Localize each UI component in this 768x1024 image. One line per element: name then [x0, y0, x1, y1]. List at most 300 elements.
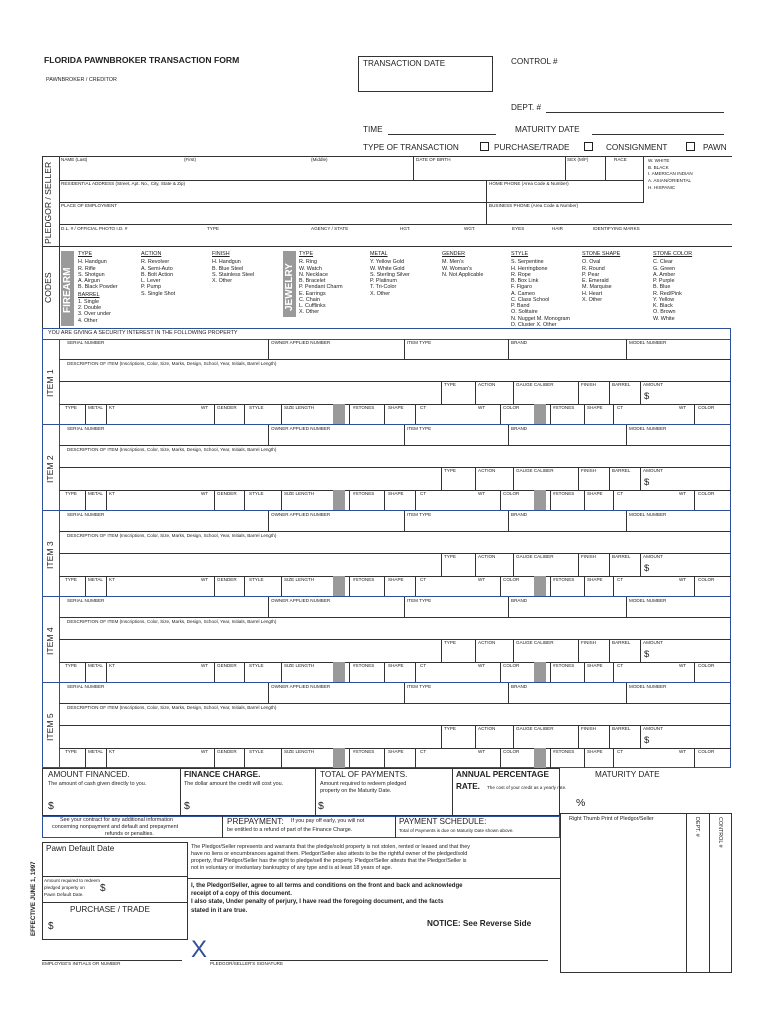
jewelry-bar [283, 251, 296, 317]
code-item: N. Necklace [299, 271, 329, 278]
action-codes [141, 251, 175, 297]
residential-address-label: RESIDENTIAL ADDRESS (Street, Apt. No., City, State & Zip) [61, 181, 186, 186]
jewelry-weight-label: WT [201, 663, 209, 668]
stone-color-tag [534, 748, 546, 768]
weight-label: WT [478, 749, 486, 754]
color-label: COLOR [503, 663, 520, 668]
item-label: ITEM 2 [45, 455, 55, 483]
item-label: ITEM 1 [45, 369, 55, 397]
consignment-checkbox[interactable] [584, 142, 593, 151]
color-label: COLOR [698, 491, 715, 496]
stone-color-tag [534, 490, 546, 510]
code-item: A. Cameo [511, 290, 535, 297]
gauge-caliber-label: GAUGE CALIBER [516, 640, 554, 645]
total-payments-desc-1: Amount required to redeem pledged [320, 781, 407, 787]
brand-label: BRAND [511, 512, 528, 517]
item-label: ITEM 3 [45, 541, 55, 569]
amount-required-2: pledged property on [44, 885, 85, 890]
code-item: M. Marquise [582, 284, 612, 291]
code-item: W. White [653, 315, 675, 322]
transaction-date-label: TRANSACTION DATE [363, 59, 446, 68]
code-item: B. Bolt Action [141, 271, 174, 278]
color-label: COLOR [503, 491, 520, 496]
business-phone-label: BUSINESS PHONE (Area Code & Number) [489, 203, 579, 208]
code-title: METAL [370, 251, 388, 257]
amount-financed-desc: The amount of cash given directly to you. [48, 781, 147, 787]
race-codes [648, 158, 693, 191]
pawnbroker-label: PAWNBROKER / CREDITOR [46, 77, 117, 83]
code-item: H. Heart [582, 290, 603, 297]
jewelry-metal-label: METAL [88, 491, 103, 496]
weight-label: WT [478, 577, 486, 582]
pawn-default-label: Pawn Default Date [46, 844, 115, 853]
weight-label: WGT. [464, 226, 476, 231]
jewelry-metal-label: METAL [88, 577, 103, 582]
eyes-label: EYES [512, 226, 525, 231]
stone-shape-label: SHAPE [388, 491, 404, 496]
purchase-label: PURCHASE/TRADE [494, 143, 570, 152]
amount-label: AMOUNT [643, 640, 663, 645]
agreement-line: receipt of a copy of this document. [191, 890, 292, 898]
code-item: S. Single Shot [141, 290, 176, 297]
firearm-finish-label: FINISH [581, 554, 597, 559]
jewelry-style-label: STYLE [249, 491, 264, 496]
apr-desc: The cost of your credit as a yearly rate. [487, 785, 567, 790]
jewelry-style-label: STYLE [249, 749, 264, 754]
carat-label: CT [617, 577, 624, 582]
code-item: 3. Over under [78, 311, 111, 318]
amount-label: AMOUNT [643, 382, 663, 387]
firearm-type-codes [78, 251, 118, 324]
stones-count-label: #STONES [353, 577, 375, 582]
owner-applied-number-label: OWNER APPLIED NUMBER [271, 340, 331, 345]
jewelry-label: JEWELRY [284, 263, 295, 311]
stone-shape-label: SHAPE [587, 749, 603, 754]
code-item: R. Ring [299, 259, 317, 266]
jewelry-kt-label: KT [109, 491, 115, 496]
agreement-line: I also state, Under penalty of perjury, I have read the foregoing document, and the facts [191, 898, 444, 906]
security-interest-label: YOU ARE GIVING A SECURITY INTEREST IN THE FOLLOWING PROPERTY [48, 330, 238, 336]
name-last-label: NAME (Last) [61, 157, 88, 162]
stone-color-tag [534, 662, 546, 682]
stone-shape-label: SHAPE [388, 749, 404, 754]
finance-charge-label: FINANCE CHARGE. [184, 770, 261, 779]
code-item: M. Men's [442, 259, 464, 266]
code-item: W. Watch [299, 265, 322, 272]
maturity-date-line[interactable] [592, 134, 724, 135]
weight-label: WT [679, 405, 687, 410]
jewelry-style-label: STYLE [249, 405, 264, 410]
total-payments-dollar[interactable]: $ [318, 800, 324, 812]
code-title: GENDER [442, 251, 466, 257]
stone-shape-codes [582, 251, 620, 303]
item-type-label: ITEM TYPE [407, 426, 432, 431]
color-label: COLOR [698, 405, 715, 410]
code-item: S. Sterling Silver [370, 271, 410, 278]
code-item: B. Box Link [511, 278, 539, 285]
stone-color-tag [333, 490, 345, 510]
stone-color-tag [534, 404, 546, 424]
amount-dollar[interactable]: $ [644, 391, 650, 402]
firearm-barrel-label: BARREL [612, 726, 631, 731]
see-contract-1: See your contract for any additional information [60, 817, 173, 823]
pawn-default-box [42, 842, 188, 940]
agreement-line: stated in it are true. [191, 906, 248, 914]
style-codes [511, 251, 570, 328]
code-item: 1. Single [78, 298, 99, 305]
amount-label: AMOUNT [643, 468, 663, 473]
agreement-text [191, 882, 463, 915]
jewelry-weight-label: WT [201, 491, 209, 496]
brand-label: BRAND [511, 426, 528, 431]
finance-charge-desc: The dollar amount the credit will cost you. [184, 781, 284, 787]
thumb-print-box[interactable] [560, 813, 732, 973]
id-type-label: TYPE [207, 226, 219, 231]
stone-color-tag [333, 748, 345, 768]
color-label: COLOR [503, 577, 520, 582]
firearm-type-label: TYPE [444, 726, 456, 731]
total-payments-label: TOTAL OF PAYMENTS. [320, 770, 408, 779]
code-item: B. Blue Steel [212, 265, 244, 272]
amount-financed-dollar[interactable]: $ [48, 800, 54, 812]
weight-label: WT [478, 663, 486, 668]
type-of-transaction-label: TYPE OF TRANSACTION [363, 143, 459, 152]
items-section [42, 328, 731, 768]
weight-label: WT [478, 405, 486, 410]
pawn-checkbox[interactable] [686, 142, 695, 151]
code-title: STYLE [511, 251, 529, 257]
amount-required-3: Pawn Default Date. [44, 892, 84, 897]
code-item: H. Herringbone [511, 265, 548, 272]
home-phone-label: HOME PHONE (Area Code & Number) [489, 181, 569, 186]
firearm-type-label: TYPE [444, 554, 456, 559]
weight-label: WT [679, 577, 687, 582]
jewelry-style-label: STYLE [249, 577, 264, 582]
size-length-label: SIZE LENGTH [284, 405, 315, 410]
jewelry-gender-label: GENDER [217, 663, 237, 668]
owner-applied-number-label: OWNER APPLIED NUMBER [271, 512, 331, 517]
stone-shape-label: SHAPE [388, 663, 404, 668]
item-type-label: ITEM TYPE [407, 340, 432, 345]
code-item: S. Shotgun [78, 271, 105, 278]
code-item: L. Lever [141, 278, 161, 285]
finish-codes [212, 251, 254, 284]
dept-line[interactable] [546, 112, 724, 113]
code-item: P. Pear [582, 271, 600, 278]
weight-label: WT [679, 663, 687, 668]
stones-count-label: #STONES [353, 405, 375, 410]
stone-color-tag [333, 662, 345, 682]
stone-color-tag [333, 576, 345, 596]
model-number-label: MODEL NUMBER [629, 598, 667, 603]
amount-dollar[interactable]: $ [644, 649, 650, 660]
race-code: W. WHITE [648, 158, 670, 163]
code-item: N. Not Applicable [442, 271, 484, 278]
stones-count-label: #STONES [553, 491, 575, 496]
jewelry-kt-label: KT [109, 663, 115, 668]
dl-label: D.L. # / OFFICIAL PHOTO I.D. # [61, 226, 128, 231]
model-number-label: MODEL NUMBER [629, 340, 667, 345]
code-item: G. Green [653, 265, 676, 272]
code-item: O. Brown [653, 309, 676, 316]
carat-label: CT [617, 663, 624, 668]
code-item: X. Other [212, 278, 233, 285]
code-item: O. Solitaire [511, 309, 538, 316]
firearm-type-label: TYPE [444, 640, 456, 645]
race-code: H. HISPANIC [648, 184, 676, 190]
weight-label: WT [478, 491, 486, 496]
finance-charge-dollar[interactable]: $ [184, 800, 190, 812]
brand-label: BRAND [511, 684, 528, 689]
brand-label: BRAND [511, 340, 528, 345]
code-item: S. Stainless Steel [212, 271, 255, 278]
amount-label: AMOUNT [643, 726, 663, 731]
firearm-barrel-label: BARREL [612, 640, 631, 645]
prepayment-desc-2: be entitled to a refund of part of the Finance Charge. [227, 827, 353, 833]
prepayment-label: PREPAYMENT: [227, 817, 284, 826]
code-item: P. Pump [141, 284, 161, 291]
firearm-type-label: TYPE [444, 382, 456, 387]
carat-label: CT [420, 577, 427, 582]
color-label: COLOR [503, 405, 520, 410]
code-title: STONE COLOR [653, 251, 693, 257]
jewelry-weight-label: WT [201, 405, 209, 410]
jewelry-gender-label: GENDER [217, 405, 237, 410]
jewelry-type-codes [299, 251, 343, 316]
control-label: CONTROL # [511, 57, 558, 66]
code-item: E. Emerald [582, 278, 609, 285]
stone-shape-label: SHAPE [587, 663, 603, 668]
stone-color-codes [653, 251, 692, 322]
jewelry-type-label: TYPE [65, 663, 77, 668]
jewelry-type-label: TYPE [65, 577, 77, 582]
total-payments-desc-2: property on the Maturity Date. [320, 788, 392, 794]
jewelry-gender-label: GENDER [217, 491, 237, 496]
maturity-date-label: MATURITY DATE [515, 125, 580, 134]
statement-line: not in voluntary or involuntary bankruptcy of any type and is at least 18 years of age. [191, 865, 393, 872]
time-line[interactable] [388, 134, 496, 135]
height-label: HGT. [400, 226, 411, 231]
stones-count-label: #STONES [553, 663, 575, 668]
owner-applied-number-label: OWNER APPLIED NUMBER [271, 684, 331, 689]
maturity-date-label-2: MATURITY DATE [595, 770, 660, 779]
amount-dollar[interactable]: $ [644, 735, 650, 746]
stones-count-label: #STONES [553, 405, 575, 410]
code-item: H. Handgun [212, 259, 241, 266]
item-type-label: ITEM TYPE [407, 512, 432, 517]
firearm-action-label: ACTION [478, 468, 496, 473]
code-item: Y. Yellow [653, 296, 675, 303]
size-length-label: SIZE LENGTH [284, 577, 315, 582]
code-item: L. Cufflinks [299, 303, 326, 310]
transaction-date-field[interactable] [358, 56, 493, 92]
purchase-trade-dollar[interactable]: $ [48, 921, 54, 932]
identifying-marks-label: IDENTIFYING MARKS [593, 226, 640, 231]
code-item: N. Nugget M. Monogram [511, 315, 571, 322]
stones-count-label: #STONES [353, 749, 375, 754]
code-title: TYPE [299, 251, 314, 257]
owner-applied-number-label: OWNER APPLIED NUMBER [271, 426, 331, 431]
code-item: C. Class School [511, 296, 550, 303]
codes-section-label: CODES [43, 272, 53, 303]
race-code: I. AMERICAN INDIAN [648, 171, 693, 177]
amount-dollar[interactable]: $ [644, 477, 650, 488]
name-middle-label: (Middle) [311, 157, 328, 162]
gender-codes [442, 251, 483, 278]
code-item: F. Figaro [511, 284, 532, 291]
jewelry-weight-label: WT [201, 577, 209, 582]
amount-dollar[interactable]: $ [644, 563, 650, 574]
jewelry-metal-label: METAL [88, 663, 103, 668]
code-item: B. Blue [653, 284, 671, 291]
signature-label: PLEDGOR/SELLER'S SIGNATURE [210, 961, 284, 966]
jewelry-metal-label: METAL [88, 405, 103, 410]
code-item: P. Pendant Charm [299, 284, 343, 291]
serial-number-label: SERIAL NUMBER [67, 426, 105, 431]
brand-label: BRAND [511, 598, 528, 603]
carat-label: CT [420, 491, 427, 496]
pledgor-statement [191, 844, 470, 872]
payment-schedule-label: PAYMENT SCHEDULE: [399, 817, 487, 826]
statement-line: property, that Pledgor/Seller has the right to pledge/sell the property. Pledgor/Seller attests that the Pledgor/Seller is [191, 858, 467, 865]
carat-label: CT [420, 405, 427, 410]
code-item: P. Platinum [370, 278, 397, 285]
firearm-label: FIREARM [62, 267, 73, 313]
owner-applied-number-label: OWNER APPLIED NUMBER [271, 598, 331, 603]
control-vertical-label: CONTROL # [717, 817, 723, 848]
stone-shape-label: SHAPE [388, 405, 404, 410]
jewelry-gender-label: GENDER [217, 749, 237, 754]
notice-label: NOTICE: See Reverse Side [427, 919, 532, 928]
firearm-barrel-label: BARREL [612, 382, 631, 387]
description-label: DESCRIPTION OF ITEM (Inscriptions, Color, Size, Marks, Design, School, Year, Initials, Barrel Length) [67, 705, 277, 710]
stone-color-tag [333, 404, 345, 424]
firearm-finish-label: FINISH [581, 726, 597, 731]
code-item: A. Amber [653, 271, 676, 278]
firearm-finish-label: FINISH [581, 382, 597, 387]
form-title: FLORIDA PAWNBROKER TRANSACTION FORM [44, 55, 240, 65]
color-label: COLOR [698, 577, 715, 582]
model-number-label: MODEL NUMBER [629, 684, 667, 689]
serial-number-label: SERIAL NUMBER [67, 340, 105, 345]
apr-label: ANNUAL PERCENTAGE [456, 770, 549, 779]
pledgor-section-label: PLEDGOR / SELLER [43, 161, 53, 244]
amount-financed-label: AMOUNT FINANCED. [48, 770, 130, 779]
time-label: TIME [363, 125, 383, 134]
item-type-label: ITEM TYPE [407, 598, 432, 603]
code-item: B. Bracelet [299, 278, 326, 285]
code-item: X. Other [582, 296, 603, 303]
code-item: A. Semi-Auto [141, 265, 173, 272]
apr-percent[interactable]: % [576, 797, 586, 809]
race-label: RACE [614, 157, 627, 162]
hair-label: HAIR [552, 226, 563, 231]
item-label: ITEM 5 [45, 713, 55, 741]
firearm-barrel-label: BARREL [612, 468, 631, 473]
jewelry-metal-label: METAL [88, 749, 103, 754]
jewelry-kt-label: KT [109, 749, 115, 754]
stone-color-tag [534, 576, 546, 596]
purchase-checkbox[interactable] [480, 142, 489, 151]
stone-shape-label: SHAPE [587, 491, 603, 496]
code-title: BARREL [78, 291, 100, 298]
jewelry-style-label: STYLE [249, 663, 264, 668]
code-item: E. Earrings [299, 290, 326, 297]
description-label: DESCRIPTION OF ITEM (Inscriptions, Color, Size, Marks, Design, School, Year, Initials, Barrel Length) [67, 447, 277, 452]
firearm-action-label: ACTION [478, 726, 496, 731]
jewelry-kt-label: KT [109, 405, 115, 410]
stones-count-label: #STONES [353, 491, 375, 496]
agency-label: AGENCY / STATE [311, 226, 349, 231]
code-item: X. Other [370, 290, 391, 297]
code-item: T. Tri-Color [370, 284, 397, 291]
statement-line: have no liens or encumbrances against them. Pledgor/Seller also attests to be the rightful owner of the pledged/sold [191, 851, 468, 858]
jewelry-type-label: TYPE [65, 749, 77, 754]
prepayment-desc-1: If you pay off early, you will not [291, 818, 365, 824]
dob-label: DATE OF BIRTH [416, 157, 451, 162]
firearm-bar [61, 251, 74, 326]
description-label: DESCRIPTION OF ITEM (Inscriptions, Color, Size, Marks, Design, School, Year, Initials, Barrel Length) [67, 619, 277, 624]
metal-codes [370, 251, 410, 297]
jewelry-gender-label: GENDER [217, 577, 237, 582]
amount-required-1: Amount required to redeem [44, 878, 100, 883]
race-code: B. BLACK [648, 164, 669, 170]
description-label: DESCRIPTION OF ITEM (Inscriptions, Color, Size, Marks, Design, School, Year, Initials, Barrel Length) [67, 533, 277, 538]
code-title: TYPE [78, 251, 93, 257]
agreement-line: I, the Pledgor/Seller, agree to all terms and conditions on the front and back and acknowledge [191, 882, 463, 889]
firearm-action-label: ACTION [478, 640, 496, 645]
code-item: 4. Other [78, 317, 98, 324]
color-label: COLOR [503, 749, 520, 754]
effective-date-label: EFFECTIVE JUNE 1, 1997 [30, 861, 37, 936]
jewelry-kt-label: KT [109, 577, 115, 582]
thumb-print-label: Right Thumb Print of Pledgor/Seller [569, 816, 654, 822]
code-item: R. Round [582, 265, 605, 272]
stones-count-label: #STONES [553, 749, 575, 754]
item-type-label: ITEM TYPE [407, 684, 432, 689]
firearm-action-label: ACTION [478, 554, 496, 559]
apr-label-2: RATE. [456, 782, 480, 791]
code-item: R. Red/Pink [653, 290, 682, 297]
signature-x-mark: X [191, 936, 208, 963]
code-item: S. Serpentine [511, 259, 544, 266]
serial-number-label: SERIAL NUMBER [67, 684, 105, 689]
carat-label: CT [617, 749, 624, 754]
code-item: K. Black [653, 303, 673, 310]
firearm-finish-label: FINISH [581, 468, 597, 473]
stones-count-label: #STONES [553, 577, 575, 582]
payment-schedule-desc: Total of Payments is due on Maturity Date shown above. [399, 828, 514, 833]
code-item: W. Woman's [442, 265, 472, 272]
code-item: R. Rifle [78, 265, 96, 272]
gauge-caliber-label: GAUGE CALIBER [516, 468, 554, 473]
amount-required-dollar[interactable]: $ [100, 883, 106, 894]
item-label: ITEM 4 [45, 627, 55, 655]
code-item: C. Clear [653, 259, 673, 266]
pawn-label: PAWN [703, 143, 727, 152]
stone-shape-label: SHAPE [587, 577, 603, 582]
firearm-action-label: ACTION [478, 382, 496, 387]
size-length-label: SIZE LENGTH [284, 491, 315, 496]
model-number-label: MODEL NUMBER [629, 426, 667, 431]
stone-shape-label: SHAPE [587, 405, 603, 410]
dept-label: DEPT. # [511, 103, 542, 112]
consignment-label: CONSIGNMENT [606, 143, 668, 152]
code-item: D. Cluster X. Other [511, 321, 557, 328]
carat-label: CT [420, 663, 427, 668]
code-item: H. Handgun [78, 259, 107, 266]
code-item: O. Oval [582, 259, 601, 266]
